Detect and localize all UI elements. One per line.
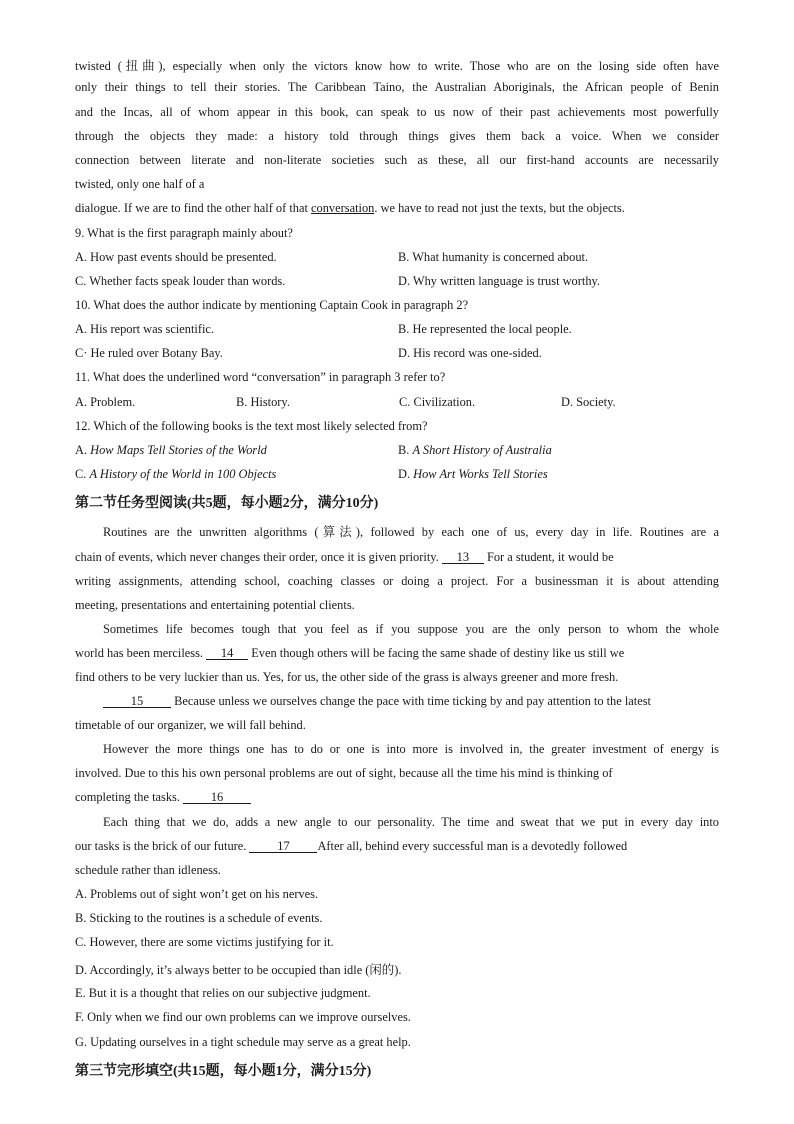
- book-title: How Maps Tell Stories of the World: [90, 443, 267, 457]
- passage-line: schedule rather than idleness.: [75, 863, 221, 877]
- option: [75, 443, 267, 458]
- option: B. What humanity is concerned about.: [398, 250, 589, 264]
- option: D. Society.: [561, 395, 616, 409]
- passage-line: twisted (扭曲), especially when only the victors know how to write. Those who are on the losing side often have: [75, 59, 719, 73]
- option: A. Problem.: [75, 395, 136, 409]
- book-title: A Short History of Australia: [412, 443, 552, 457]
- passage-line: Routines are the unwritten algorithms (算法), followed by each one of us, every day in life. Routines are a: [103, 525, 719, 539]
- passage-line: writing assignments, attending school, coaching classes or doing a project. For a businessman it is about attending: [75, 574, 719, 588]
- passage-text: our tasks is the brick of our future.: [75, 839, 250, 853]
- passage-text: dialogue. If we are to find the other half of that: [75, 201, 312, 215]
- passage-line: [75, 646, 624, 661]
- choice-option: F. Only when we find our own problems can we improve ourselves.: [75, 1010, 411, 1024]
- passage-text: After all, behind every successful man is a devotedly followed: [317, 839, 628, 853]
- section-heading: 第二节任务型阅读(共5题，每小题2分，满分10分): [75, 496, 379, 511]
- option: [75, 467, 276, 482]
- blank-13[interactable]: 13: [442, 551, 484, 564]
- passage-line: and the Incas, all of whom appear in this book, can speak to us now of their past achievements most powerfully: [75, 105, 719, 119]
- passage-line: involved. Due to this his own personal problems are out of sight, because all the time his mind is thinking of: [75, 766, 613, 780]
- passage-line: through the objects they made: a history told through things gives them back a voice. When we consider: [75, 129, 719, 143]
- passage-text: chain of events, which never changes their order, once it is given priority.: [75, 550, 442, 564]
- passage-line: meeting, presentations and entertaining potential clients.: [75, 598, 355, 612]
- passage-text: Even though others will be facing the same shade of destiny like us still we: [248, 646, 625, 660]
- passage-line: However the more things one has to do or one is into more is involved in, the greater investment of energy is: [103, 742, 719, 756]
- choice-option: B. Sticking to the routines is a schedule of events.: [75, 911, 323, 925]
- question-stem: 11. What does the underlined word “conversation” in paragraph 3 refer to?: [75, 370, 446, 384]
- passage-text: For a student, it would be: [483, 550, 614, 564]
- passage-line: Sometimes life becomes tough that you feel as if you suppose you are the only person to whom the whole: [103, 622, 719, 636]
- blank-16[interactable]: 16: [183, 791, 251, 804]
- passage-line: timetable of our organizer, we will fall behind.: [75, 718, 306, 732]
- passage-text: . we have to read not just the texts, but the objects.: [374, 201, 625, 215]
- passage-line: only their things to tell their stories. The Caribbean Taino, the Australian Aboriginals, the African people of Benin: [75, 80, 719, 94]
- choice-option: D. Accordingly, it’s always better to be occupied than idle (闲的).: [75, 963, 402, 977]
- choice-option: C. However, there are some victims justifying for it.: [75, 935, 334, 949]
- passage-text: completing the tasks.: [75, 790, 184, 804]
- option: D. Why written language is trust worthy.: [398, 274, 601, 288]
- passage-line: connection between literate and non-literate societies such as these, all our first-hand accounts are necessarily: [75, 153, 719, 167]
- passage-text: Because unless we ourselves change the pace with time ticking by and pay attention to the latest: [171, 694, 651, 708]
- passage-line-last: [75, 201, 625, 216]
- passage-text: world has been merciless.: [75, 646, 207, 660]
- choice-option: A. Problems out of sight won’t get on his nerves.: [75, 887, 319, 901]
- option: [398, 443, 552, 458]
- blank-15[interactable]: 15: [103, 695, 171, 708]
- passage-line: [103, 694, 651, 709]
- option: B. History.: [236, 395, 290, 409]
- choice-option: E. But it is a thought that relies on our subjective judgment.: [75, 986, 371, 1000]
- question-stem: 12. Which of the following books is the text most likely selected from?: [75, 419, 428, 433]
- option: C. Civilization.: [399, 395, 476, 409]
- question-stem: 10. What does the author indicate by mentioning Captain Cook in paragraph 2?: [75, 298, 469, 312]
- option: C. Whether facts speak louder than words.: [75, 274, 286, 288]
- blank-17[interactable]: 17: [249, 840, 317, 853]
- option-letter: A.: [75, 443, 91, 457]
- passage-line: [75, 790, 251, 805]
- option: A. How past events should be presented.: [75, 250, 277, 264]
- passage-line: Each thing that we do, adds a new angle to our personality. The time and sweat that we put in every day into: [103, 815, 719, 829]
- section-heading: 第三节完形填空(共15题，每小题1分，满分15分): [75, 1064, 372, 1079]
- option: [398, 467, 548, 482]
- book-title: How Art Works Tell Stories: [413, 467, 548, 481]
- option: A. His report was scientific.: [75, 322, 215, 336]
- passage-line: twisted, only one half of a: [75, 177, 205, 191]
- option-letter: C.: [75, 467, 90, 481]
- passage-line: [75, 839, 627, 854]
- passage-line: find others to be very luckier than us. Yes, for us, the other side of the grass is always greener and more fresh.: [75, 670, 619, 684]
- blank-14[interactable]: 14: [206, 647, 248, 660]
- option: C· He ruled over Botany Bay.: [75, 346, 223, 360]
- book-title: A History of the World in 100 Objects: [89, 467, 277, 481]
- underlined-word: conversation: [311, 201, 375, 215]
- option: B. He represented the local people.: [398, 322, 572, 336]
- choice-option: G. Updating ourselves in a tight schedule may serve as a great help.: [75, 1035, 411, 1049]
- option: D. His record was one-sided.: [398, 346, 542, 360]
- option-letter: D.: [398, 467, 414, 481]
- option-letter: B.: [398, 443, 413, 457]
- question-stem: 9. What is the first paragraph mainly about?: [75, 226, 293, 240]
- passage-line: [75, 550, 614, 565]
